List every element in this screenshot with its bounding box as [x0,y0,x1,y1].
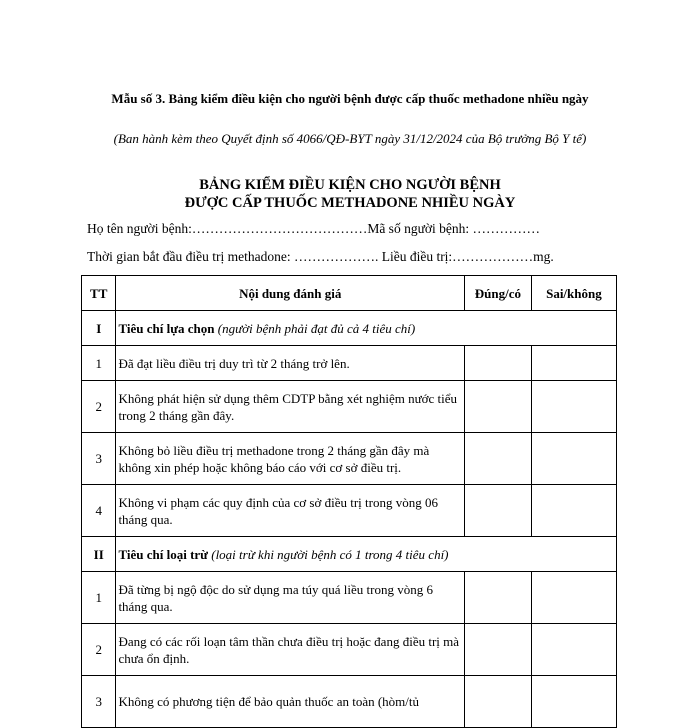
checklist-table [81,275,617,728]
section-title [116,537,617,572]
section-note: (người bệnh phải đạt đủ cả 4 tiêu chí) [217,320,416,336]
section-number: II [82,537,116,572]
table-row [82,676,617,728]
row-content: Không phát hiện sử dụng thêm CDTP bằng xét nghiệm nước tiểu trong 2 tháng gần đây. [116,381,465,433]
yes-cell[interactable] [464,346,531,381]
table-header-row [82,276,617,311]
section-title [116,311,617,346]
table-row [82,624,617,676]
section-label: Tiêu chí loại trừ [118,546,208,562]
section-label: Tiêu chí lựa chọn [118,320,215,336]
section-note: (loại trừ khi người bệnh có 1 trong 4 tiêu chí) [211,546,449,562]
form-title: Mẫu số 3. Bảng kiểm điều kiện cho người bệnh được cấp thuốc methadone nhiều ngày [111,91,589,106]
row-number: 2 [82,624,116,676]
yes-cell[interactable] [464,572,531,624]
header-yes: Đúng/có [464,276,531,311]
no-cell[interactable] [531,676,616,728]
yes-cell[interactable] [464,381,531,433]
no-cell[interactable] [531,433,616,485]
yes-cell[interactable] [464,676,531,728]
patient-info-line: Họ tên người bệnh:…………………………………Mã số người bệnh: …………… [87,221,541,236]
row-number: 3 [82,433,116,485]
row-content: Không có phương tiện để bảo quản thuốc an toàn (hòm/tủ [116,676,465,728]
row-number: 1 [82,572,116,624]
yes-cell[interactable] [464,433,531,485]
no-cell[interactable] [531,572,616,624]
row-content: Đang có các rối loạn tâm thần chưa điều trị hoặc đang điều trị mà chưa ổn định. [116,624,465,676]
yes-cell[interactable] [464,485,531,537]
row-number: 1 [82,346,116,381]
header-no: Sai/không [531,276,616,311]
row-number: 2 [82,381,116,433]
no-cell[interactable] [531,624,616,676]
heading-line-2: ĐƯỢC CẤP THUỐC METHADONE NHIỀU NGÀY [184,195,516,211]
row-content: Đã đạt liều điều trị duy trì từ 2 tháng trở lên. [116,346,465,381]
form-subtitle: (Ban hành kèm theo Quyết định số 4066/QĐ-BYT ngày 31/12/2024 của Bộ trưởng Bộ Y tế) [113,131,587,146]
section-row-2 [82,537,617,572]
header-tt: TT [82,276,116,311]
yes-cell[interactable] [464,624,531,676]
header-content: Nội dung đánh giá [116,276,465,311]
row-number: 3 [82,676,116,728]
row-number: 4 [82,485,116,537]
table-row [82,346,617,381]
table-row [82,485,617,537]
row-content: Không bỏ liều điều trị methadone trong 2 tháng gần đây mà không xin phép hoặc không báo cáo với cơ sở điều trị. [116,433,465,485]
section-number: I [82,311,116,346]
row-content: Không vi phạm các quy định của cơ sở điều trị trong vòng 06 tháng qua. [116,485,465,537]
heading-line-1: BẢNG KIỂM ĐIỀU KIỆN CHO NGƯỜI BỆNH [199,177,501,193]
no-cell[interactable] [531,485,616,537]
section-row-1 [82,311,617,346]
row-content: Đã từng bị ngộ độc do sử dụng ma túy quá liều trong vòng 6 tháng qua. [116,572,465,624]
no-cell[interactable] [531,346,616,381]
no-cell[interactable] [531,381,616,433]
treatment-info-line: Thời gian bắt đầu điều trị methadone: ………………. Liều điều trị:………………mg. [87,249,554,264]
table-row [82,433,617,485]
table-row [82,572,617,624]
table-row [82,381,617,433]
